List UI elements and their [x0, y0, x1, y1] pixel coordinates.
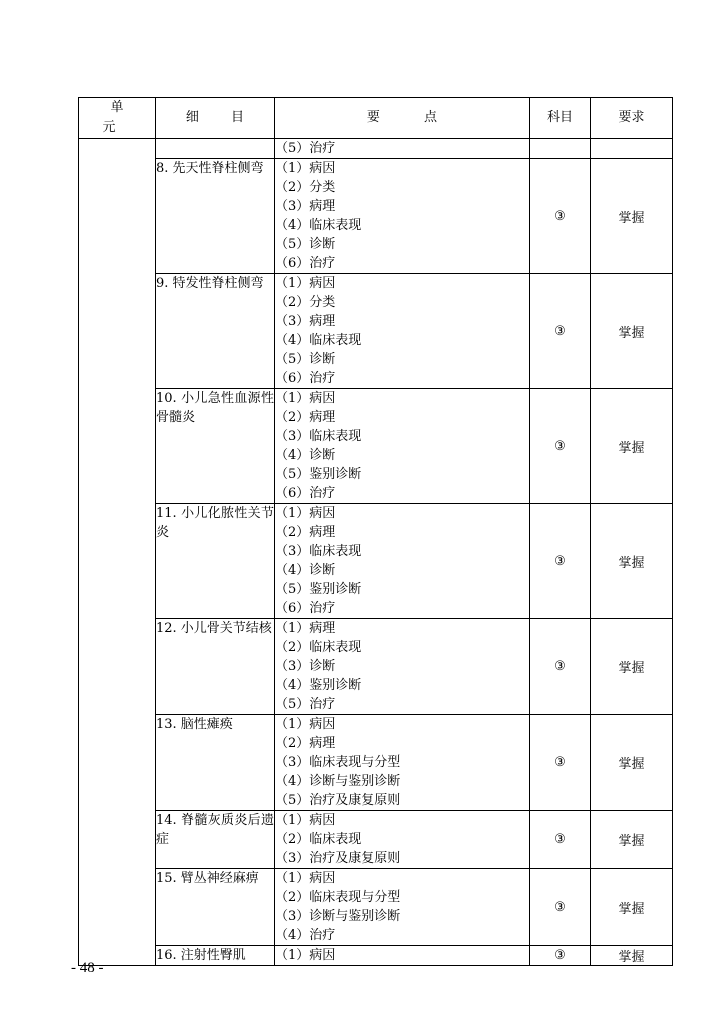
- point-item: （2）临床表现与分型: [275, 890, 401, 905]
- point-item: （2）临床表现: [275, 640, 362, 655]
- requirement-cell: 掌握: [591, 389, 673, 504]
- subject-cell: ③: [530, 389, 591, 504]
- point-item: （6）治疗: [275, 371, 336, 386]
- point-item: （4）临床表现: [275, 218, 362, 233]
- detail-cell: 10. 小儿急性血源性骨髓炎: [156, 389, 275, 504]
- table-row: [79, 159, 673, 274]
- point-item: （1）病因: [275, 948, 336, 963]
- detail-cell: [156, 139, 275, 159]
- point-item: （1）病理: [275, 621, 336, 636]
- point-item: （5）诊断: [275, 352, 336, 367]
- point-item: （3）临床表现: [275, 429, 362, 444]
- detail-cell: 12. 小儿骨关节结核: [156, 619, 275, 715]
- table-row: [79, 715, 673, 811]
- requirement-cell: 掌握: [591, 715, 673, 811]
- detail-cell: 9. 特发性脊柱侧弯: [156, 274, 275, 389]
- requirement-cell: 掌握: [591, 619, 673, 715]
- table-row: [79, 619, 673, 715]
- point-item: （5）治疗: [275, 141, 336, 156]
- point-item: （4）临床表现: [275, 333, 362, 348]
- detail-cell: 14. 脊髓灰质炎后遗症: [156, 811, 275, 869]
- point-item: （5）治疗: [275, 697, 336, 712]
- point-item: （3）诊断与鉴别诊断: [275, 909, 401, 924]
- subject-cell: ③: [530, 504, 591, 619]
- table-row: [79, 504, 673, 619]
- page-number: - 48 -: [71, 960, 104, 976]
- points-cell: [275, 946, 530, 966]
- points-cell: [275, 139, 530, 159]
- header-requirement: 要求: [591, 98, 673, 139]
- requirement-cell: 掌握: [591, 946, 673, 966]
- point-item: （1）病因: [275, 391, 336, 406]
- requirement-cell: 掌握: [591, 159, 673, 274]
- points-cell: [275, 159, 530, 274]
- subject-cell: ③: [530, 946, 591, 966]
- table-row: [79, 811, 673, 869]
- point-item: （4）诊断: [275, 448, 336, 463]
- point-item: （1）病因: [275, 161, 336, 176]
- detail-cell: 13. 脑性瘫痪: [156, 715, 275, 811]
- subject-cell: ③: [530, 619, 591, 715]
- requirement-cell: 掌握: [591, 274, 673, 389]
- point-item: （4）诊断: [275, 563, 336, 578]
- point-item: （2）临床表现: [275, 832, 362, 847]
- points-cell: [275, 869, 530, 946]
- points-cell: [275, 504, 530, 619]
- point-item: （2）病理: [275, 525, 336, 540]
- table-row: [79, 274, 673, 389]
- table-body: [79, 139, 673, 966]
- unit-cell: [79, 139, 156, 966]
- subject-cell: ③: [530, 869, 591, 946]
- requirement-cell: [591, 139, 673, 159]
- point-item: （5）鉴别诊断: [275, 582, 362, 597]
- table-row: [79, 389, 673, 504]
- point-item: （1）病因: [275, 871, 336, 886]
- detail-cell: 16. 注射性臀肌: [156, 946, 275, 966]
- point-item: （6）治疗: [275, 486, 336, 501]
- point-item: （1）病因: [275, 276, 336, 291]
- point-item: （3）临床表现: [275, 544, 362, 559]
- point-item: （1）病因: [275, 813, 336, 828]
- subject-cell: ③: [530, 274, 591, 389]
- point-item: （4）鉴别诊断: [275, 678, 362, 693]
- table-row: [79, 946, 673, 966]
- requirement-cell: 掌握: [591, 811, 673, 869]
- point-item: （3）诊断: [275, 659, 336, 674]
- point-item: （5）鉴别诊断: [275, 467, 362, 482]
- detail-cell: 8. 先天性脊柱侧弯: [156, 159, 275, 274]
- point-item: （5）诊断: [275, 237, 336, 252]
- table-row: [79, 139, 673, 159]
- points-cell: [275, 715, 530, 811]
- point-item: （3）病理: [275, 314, 336, 329]
- requirement-cell: 掌握: [591, 869, 673, 946]
- subject-cell: [530, 139, 591, 159]
- point-item: （4）诊断与鉴别诊断: [275, 774, 401, 789]
- point-item: （4）治疗: [275, 928, 336, 943]
- detail-cell: 15. 臂丛神经麻痹: [156, 869, 275, 946]
- table-row: [79, 869, 673, 946]
- point-item: （3）病理: [275, 199, 336, 214]
- detail-cell: 11. 小儿化脓性关节炎: [156, 504, 275, 619]
- requirement-cell: 掌握: [591, 504, 673, 619]
- point-item: （6）治疗: [275, 601, 336, 616]
- subject-cell: ③: [530, 159, 591, 274]
- point-item: （3）治疗及康复原则: [275, 851, 401, 866]
- point-item: （5）治疗及康复原则: [275, 793, 401, 808]
- header-subject: 科目: [530, 98, 591, 139]
- point-item: （1）病因: [275, 717, 336, 732]
- points-cell: [275, 389, 530, 504]
- syllabus-table: [78, 97, 673, 966]
- point-item: （2）分类: [275, 180, 336, 195]
- points-cell: [275, 619, 530, 715]
- header-detail: 细 目: [156, 98, 275, 139]
- table-header-row: [79, 98, 673, 139]
- subject-cell: ③: [530, 715, 591, 811]
- point-item: （2）病理: [275, 410, 336, 425]
- point-item: （1）病因: [275, 506, 336, 521]
- points-cell: [275, 274, 530, 389]
- header-points: 要 点: [275, 98, 530, 139]
- points-cell: [275, 811, 530, 869]
- point-item: （2）病理: [275, 736, 336, 751]
- point-item: （3）临床表现与分型: [275, 755, 401, 770]
- point-item: （6）治疗: [275, 256, 336, 271]
- subject-cell: ③: [530, 811, 591, 869]
- header-unit: 单 元: [79, 98, 156, 139]
- point-item: （2）分类: [275, 295, 336, 310]
